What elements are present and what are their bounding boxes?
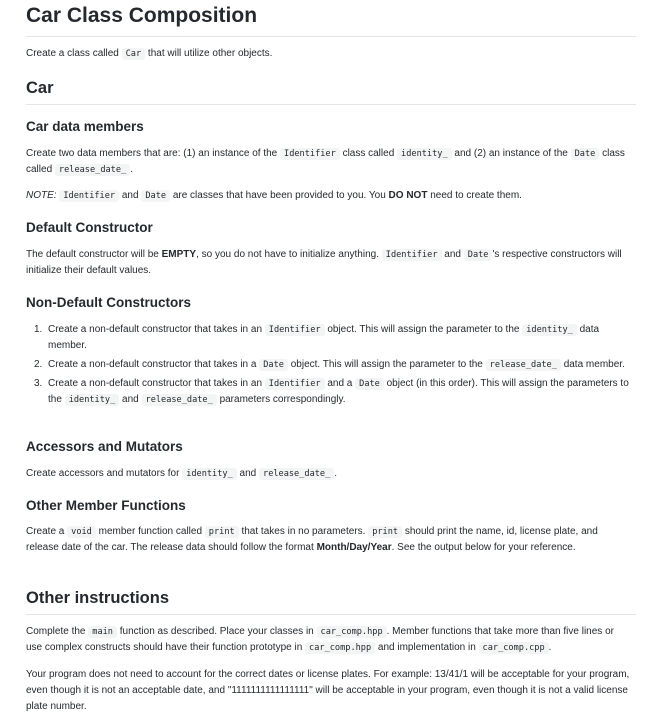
code: Identifier: [382, 249, 442, 261]
note-paragraph: [26, 188, 632, 204]
note-label: NOTE:: [26, 190, 57, 201]
text: Create a class called: [26, 48, 119, 59]
code-car: Car: [122, 48, 146, 60]
code: release_date_: [486, 359, 561, 371]
code: main: [88, 626, 117, 638]
text: .: [334, 468, 338, 479]
text: Create a non-default constructor that takes in a: [48, 359, 257, 370]
other-member-paragraph: [26, 524, 632, 556]
text: and: [239, 468, 257, 479]
list-item: [34, 376, 632, 408]
intro-paragraph: [26, 46, 632, 62]
text: , so you do not have to initialize anything.: [196, 249, 379, 260]
text: that takes in no parameters.: [241, 526, 366, 537]
section-heading-car: Car: [26, 79, 636, 105]
text: Complete the: [26, 626, 86, 637]
other-instructions-paragraph-2: Your program does not need to account for the correct dates or license plates. For example: 13/41/1 will be acceptable for your program, even though it is not an acceptable date, and "1111111111111111" will be acceptable in your program, even though it is not a valid license plate number.: [26, 669, 630, 712]
code: release_date_: [55, 164, 130, 176]
code: car_comp.hpp: [317, 626, 387, 638]
data-members-paragraph: [26, 146, 632, 178]
text: should print the name, id, license plate, and release date of the car. The release data should follow the format: [26, 526, 598, 553]
section-heading-other-instructions: Other instructions: [26, 589, 636, 615]
code: release_date_: [259, 468, 334, 480]
text: .: [130, 164, 133, 175]
text: 's respective constructors will initialize their default values.: [26, 249, 622, 276]
text: and: [121, 190, 139, 201]
code: car_comp.cpp: [479, 642, 549, 654]
page-title: Car Class Composition: [26, 4, 636, 37]
bold-text: EMPTY: [161, 249, 197, 260]
text: member function called: [98, 526, 203, 537]
list-number: 3.: [34, 378, 43, 389]
code: release_date_: [142, 394, 217, 406]
text: and (2) an instance of the: [454, 148, 568, 159]
code: Date: [355, 378, 384, 390]
subheading-accessors-mutators: Accessors and Mutators: [26, 439, 183, 454]
text: . See the output below for your reference.: [391, 542, 576, 553]
text: data member.: [563, 359, 625, 370]
text: object. This will assign the parameter to the: [327, 324, 520, 335]
text: The default constructor will be: [26, 249, 159, 260]
text: need to create them.: [430, 190, 522, 201]
list-item: [34, 357, 632, 373]
text: Create accessors and mutators for: [26, 468, 180, 479]
text: class called: [26, 148, 625, 175]
code: identity_: [182, 468, 237, 480]
text: and implementation in: [377, 642, 476, 653]
bold-text: DO NOT: [388, 190, 428, 201]
list-item: [34, 322, 632, 354]
code: Date: [141, 190, 170, 202]
accessors-paragraph: [26, 466, 632, 482]
text: and: [122, 394, 139, 405]
text: Create two data members that are: (1) an instance of the: [26, 148, 278, 159]
code: print: [368, 526, 402, 538]
code: identity_: [522, 324, 577, 336]
text: .: [548, 642, 552, 653]
text: and a: [327, 378, 353, 389]
text: parameters correspondingly.: [219, 394, 346, 405]
subheading-non-default-constructors: Non-Default Constructors: [26, 295, 191, 310]
code: Date: [571, 148, 600, 160]
text: Create a non-default constructor that takes in an: [48, 378, 263, 389]
code: car_comp.hpp: [305, 642, 375, 654]
code: Date: [259, 359, 288, 371]
code: identity_: [397, 148, 452, 160]
code: void: [67, 526, 96, 538]
text: . Member functions that take more than five lines or use complex constructs should have their function prototype in: [26, 626, 614, 653]
text: object. This will assign the parameter to the: [290, 359, 483, 370]
text: function as described. Place your classes in: [119, 626, 314, 637]
default-constructor-paragraph: [26, 247, 632, 279]
subheading-default-constructor: Default Constructor: [26, 220, 153, 235]
text: data member.: [48, 324, 600, 351]
code: Identifier: [280, 148, 340, 160]
text: object (in this order). This will assign the parameters to the: [48, 378, 629, 405]
text: Create a: [26, 526, 65, 537]
subheading-data-members: Car data members: [26, 119, 144, 134]
text: that will utilize other objects.: [147, 48, 273, 59]
subheading-other-member-functions: Other Member Functions: [26, 498, 186, 513]
code: print: [205, 526, 239, 538]
code: Identifier: [265, 378, 325, 390]
text: class called: [342, 148, 395, 159]
text: are classes that have been provided to you. You: [172, 190, 386, 201]
text: Create a non-default constructor that takes in an: [48, 324, 263, 335]
text: and: [444, 249, 461, 260]
bold-text: Month/Day/Year: [316, 542, 392, 553]
code: identity_: [65, 394, 120, 406]
constructor-list: [26, 322, 632, 411]
list-number: 1.: [34, 324, 43, 335]
code: Identifier: [265, 324, 325, 336]
code: Date: [464, 249, 493, 261]
code: Identifier: [59, 190, 119, 202]
other-instructions-paragraph: [26, 624, 632, 656]
list-number: 2.: [34, 359, 43, 370]
